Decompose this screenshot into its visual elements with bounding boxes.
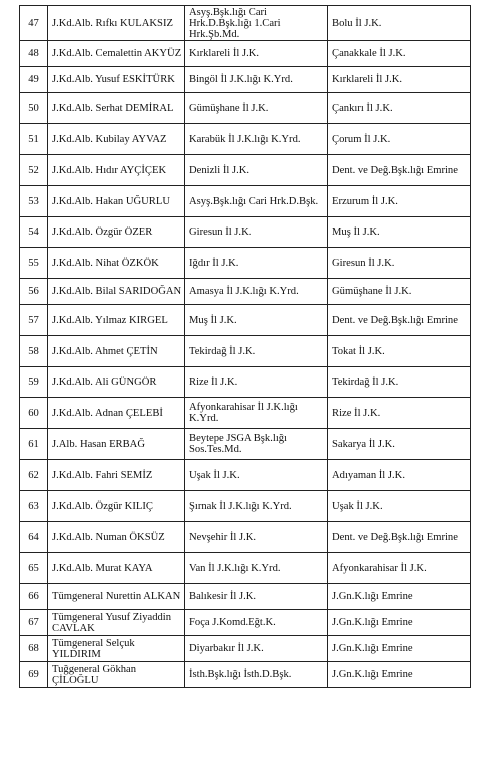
person-name-cell: J.Alb. Hasan ERBAĞ: [48, 429, 185, 460]
person-name-cell: J.Kd.Alb. Özgür KILIÇ: [48, 491, 185, 522]
new-post-cell: Çankırı İl J.K.: [328, 93, 471, 124]
person-name-cell: J.Kd.Alb. Özgür ÖZER: [48, 217, 185, 248]
current-post-cell: Şırnak İl J.K.lığı K.Yrd.: [185, 491, 328, 522]
new-post-cell: Adıyaman İl J.K.: [328, 460, 471, 491]
person-name-cell: Tümgeneral Yusuf Ziyaddin CAVLAK: [48, 610, 185, 636]
row-number-cell: 64: [20, 522, 48, 553]
table-row: [20, 491, 471, 522]
current-post-cell: Beytepe JSGA Bşk.lığı Sos.Tes.Md.: [185, 429, 328, 460]
table-row: [20, 584, 471, 610]
current-post-cell: Diyarbakır İl J.K.: [185, 636, 328, 662]
row-number-cell: 53: [20, 186, 48, 217]
current-post-cell: Afyonkarahisar İl J.K.lığı K.Yrd.: [185, 398, 328, 429]
row-number-cell: 68: [20, 636, 48, 662]
new-post-cell: Bolu İl J.K.: [328, 6, 471, 41]
person-name-cell: J.Kd.Alb. Hakan UĞURLU: [48, 186, 185, 217]
current-post-cell: Giresun İl J.K.: [185, 217, 328, 248]
current-post-cell: Karabük İl J.K.lığı K.Yrd.: [185, 124, 328, 155]
new-post-cell: Erzurum İl J.K.: [328, 186, 471, 217]
current-post-cell: Tekirdağ İl J.K.: [185, 336, 328, 367]
current-post-cell: Iğdır İl J.K.: [185, 248, 328, 279]
new-post-cell: Afyonkarahisar İl J.K.: [328, 553, 471, 584]
current-post-cell: Van İl J.K.lığı K.Yrd.: [185, 553, 328, 584]
table-row: [20, 93, 471, 124]
current-post-cell: Asyş.Bşk.lığı Cari Hrk.D.Bşk.: [185, 186, 328, 217]
new-post-cell: Dent. ve Değ.Bşk.lığı Emrine: [328, 305, 471, 336]
person-name-cell: J.Kd.Alb. Ahmet ÇETİN: [48, 336, 185, 367]
new-post-cell: J.Gn.K.lığı Emrine: [328, 636, 471, 662]
person-name-cell: J.Kd.Alb. Adnan ÇELEBİ: [48, 398, 185, 429]
table-row: [20, 41, 471, 67]
new-post-cell: J.Gn.K.lığı Emrine: [328, 662, 471, 688]
table-row: [20, 155, 471, 186]
new-post-cell: J.Gn.K.lığı Emrine: [328, 610, 471, 636]
new-post-cell: Dent. ve Değ.Bşk.lığı Emrine: [328, 155, 471, 186]
new-post-cell: Muş İl J.K.: [328, 217, 471, 248]
current-post-cell: Asyş.Bşk.lığı Cari Hrk.D.Bşk.lığı 1.Cari Hrk.Şb.Md.: [185, 6, 328, 41]
row-number-cell: 52: [20, 155, 48, 186]
new-post-cell: Sakarya İl J.K.: [328, 429, 471, 460]
person-name-cell: J.Kd.Alb. Bilal SARIDOĞAN: [48, 279, 185, 305]
person-name-cell: Tümgeneral Selçuk YILDIRIM: [48, 636, 185, 662]
person-name-cell: J.Kd.Alb. Nihat ÖZKÖK: [48, 248, 185, 279]
person-name-cell: Tümgeneral Nurettin ALKAN: [48, 584, 185, 610]
table-row: [20, 662, 471, 688]
person-name-cell: J.Kd.Alb. Fahri SEMİZ: [48, 460, 185, 491]
person-name-cell: J.Kd.Alb. Hıdır AYÇİÇEK: [48, 155, 185, 186]
row-number-cell: 66: [20, 584, 48, 610]
current-post-cell: Nevşehir İl J.K.: [185, 522, 328, 553]
person-name-cell: J.Kd.Alb. Serhat DEMİRAL: [48, 93, 185, 124]
current-post-cell: Kırklareli İl J.K.: [185, 41, 328, 67]
row-number-cell: 58: [20, 336, 48, 367]
person-name-cell: J.Kd.Alb. Rıfkı KULAKSIZ: [48, 6, 185, 41]
row-number-cell: 51: [20, 124, 48, 155]
row-number-cell: 54: [20, 217, 48, 248]
person-name-cell: J.Kd.Alb. Cemalettin AKYÜZ: [48, 41, 185, 67]
current-post-cell: Uşak İl J.K.: [185, 460, 328, 491]
table-row: [20, 217, 471, 248]
table-row: [20, 186, 471, 217]
current-post-cell: Amasya İl J.K.lığı K.Yrd.: [185, 279, 328, 305]
table-row: [20, 6, 471, 41]
table-row: [20, 367, 471, 398]
new-post-cell: J.Gn.K.lığı Emrine: [328, 584, 471, 610]
row-number-cell: 69: [20, 662, 48, 688]
table-row: [20, 553, 471, 584]
row-number-cell: 49: [20, 67, 48, 93]
table-row: [20, 124, 471, 155]
new-post-cell: Uşak İl J.K.: [328, 491, 471, 522]
person-name-cell: J.Kd.Alb. Ali GÜNGÖR: [48, 367, 185, 398]
current-post-cell: Balıkesir İl J.K.: [185, 584, 328, 610]
row-number-cell: 47: [20, 6, 48, 41]
table-row: [20, 610, 471, 636]
person-name-cell: J.Kd.Alb. Yusuf ESKİTÜRK: [48, 67, 185, 93]
row-number-cell: 65: [20, 553, 48, 584]
person-name-cell: Tuğgeneral Gökhan ÇİLOĞLU: [48, 662, 185, 688]
current-post-cell: Denizli İl J.K.: [185, 155, 328, 186]
table-row: [20, 522, 471, 553]
person-name-cell: J.Kd.Alb. Kubilay AYVAZ: [48, 124, 185, 155]
new-post-cell: Gümüşhane İl J.K.: [328, 279, 471, 305]
table-row: [20, 398, 471, 429]
new-post-cell: Çanakkale İl J.K.: [328, 41, 471, 67]
new-post-cell: Dent. ve Değ.Bşk.lığı Emrine: [328, 522, 471, 553]
assignment-list-page: [19, 5, 470, 688]
row-number-cell: 57: [20, 305, 48, 336]
row-number-cell: 60: [20, 398, 48, 429]
row-number-cell: 56: [20, 279, 48, 305]
current-post-cell: Foça J.Komd.Eğt.K.: [185, 610, 328, 636]
new-post-cell: Tokat İl J.K.: [328, 336, 471, 367]
row-number-cell: 61: [20, 429, 48, 460]
table-row: [20, 636, 471, 662]
current-post-cell: Gümüşhane İl J.K.: [185, 93, 328, 124]
person-name-cell: J.Kd.Alb. Yılmaz KIRGEL: [48, 305, 185, 336]
row-number-cell: 63: [20, 491, 48, 522]
current-post-cell: İsth.Bşk.lığı İsth.D.Bşk.: [185, 662, 328, 688]
assignment-table-body: [20, 6, 471, 688]
assignment-table: [19, 5, 471, 688]
current-post-cell: Bingöl İl J.K.lığı K.Yrd.: [185, 67, 328, 93]
current-post-cell: Rize İl J.K.: [185, 367, 328, 398]
table-row: [20, 279, 471, 305]
person-name-cell: J.Kd.Alb. Numan ÖKSÜZ: [48, 522, 185, 553]
table-row: [20, 460, 471, 491]
current-post-cell: Muş İl J.K.: [185, 305, 328, 336]
row-number-cell: 48: [20, 41, 48, 67]
table-row: [20, 429, 471, 460]
person-name-cell: J.Kd.Alb. Murat KAYA: [48, 553, 185, 584]
table-row: [20, 336, 471, 367]
new-post-cell: Çorum İl J.K.: [328, 124, 471, 155]
new-post-cell: Giresun İl J.K.: [328, 248, 471, 279]
row-number-cell: 50: [20, 93, 48, 124]
new-post-cell: Tekirdağ İl J.K.: [328, 367, 471, 398]
row-number-cell: 55: [20, 248, 48, 279]
table-row: [20, 248, 471, 279]
row-number-cell: 59: [20, 367, 48, 398]
new-post-cell: Rize İl J.K.: [328, 398, 471, 429]
row-number-cell: 67: [20, 610, 48, 636]
table-row: [20, 305, 471, 336]
table-row: [20, 67, 471, 93]
row-number-cell: 62: [20, 460, 48, 491]
new-post-cell: Kırklareli İl J.K.: [328, 67, 471, 93]
